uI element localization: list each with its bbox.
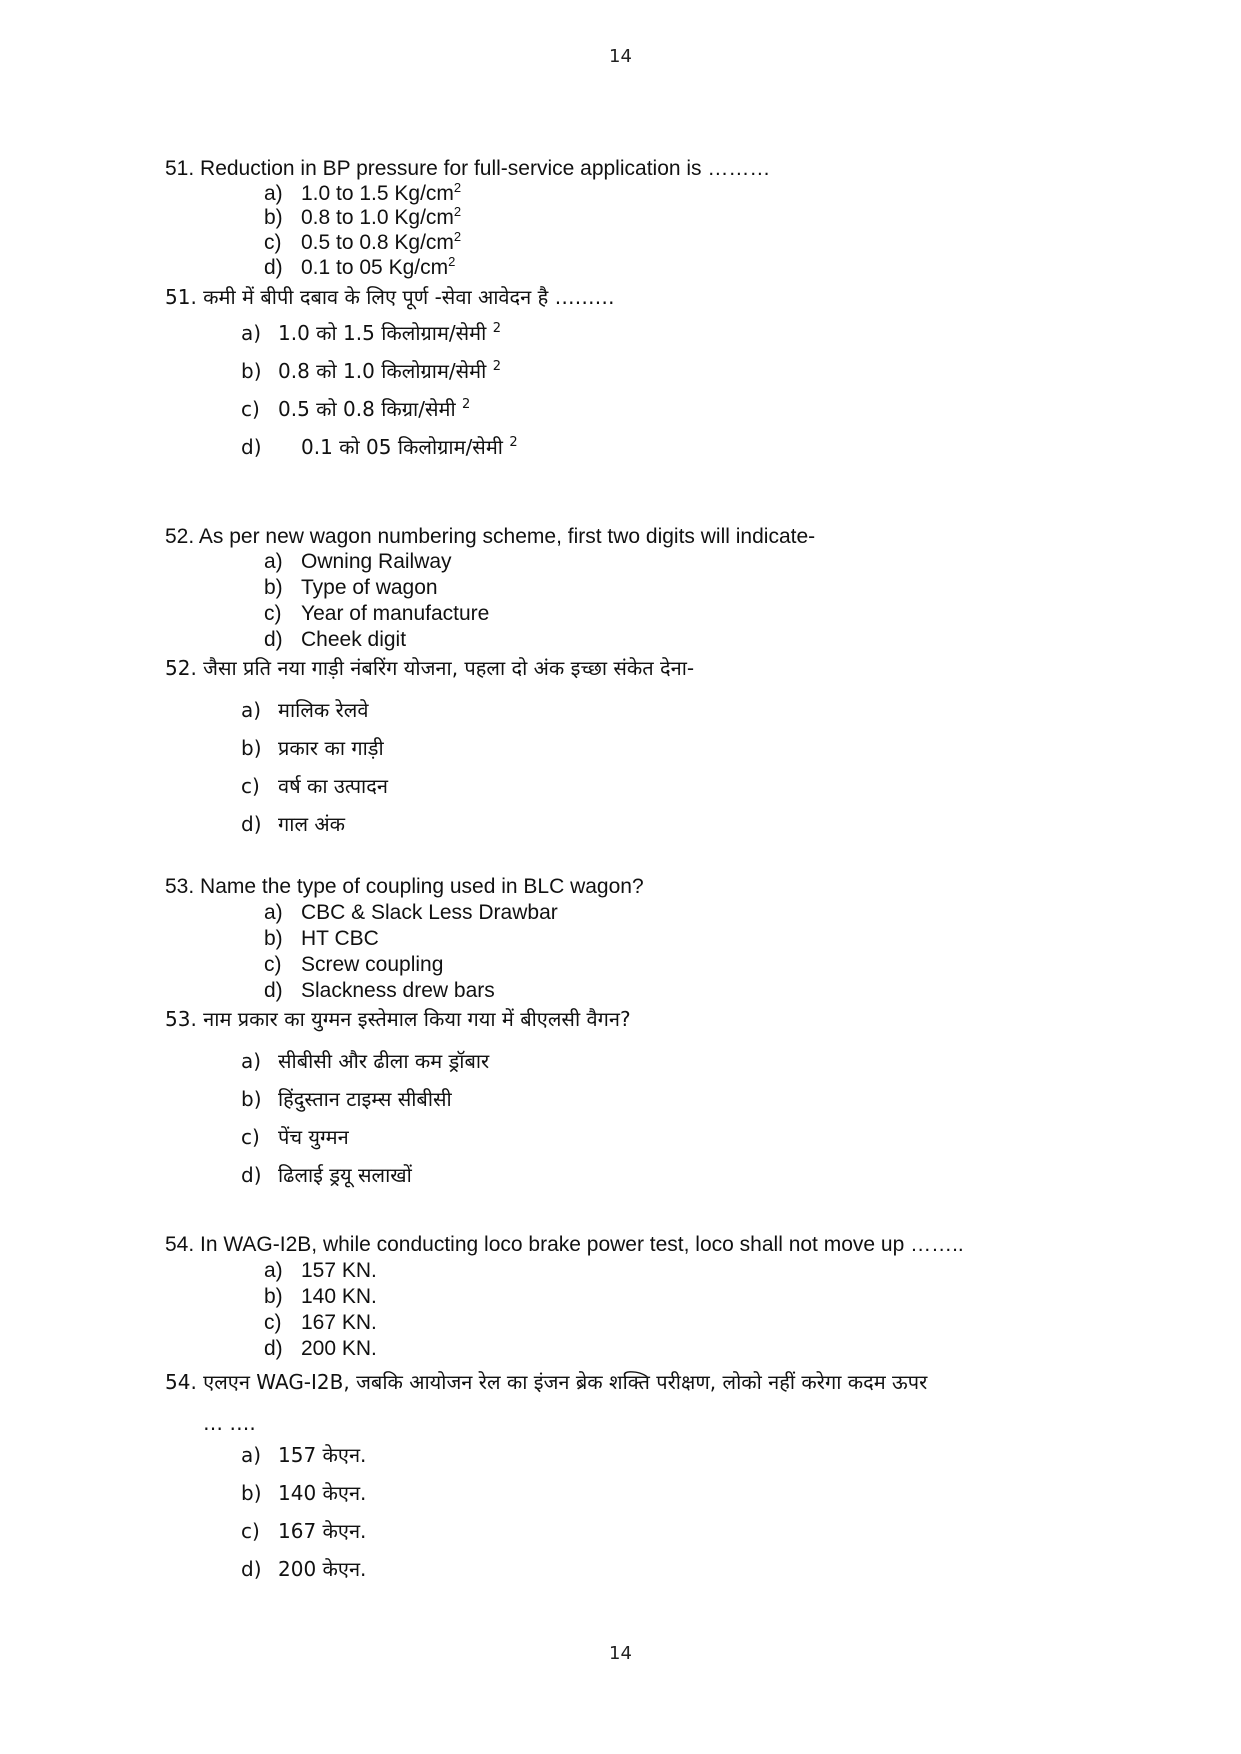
- option-text: प्रकार का गाड़ी: [278, 736, 384, 760]
- option-53-hi-a: [241, 1048, 489, 1074]
- option-52-en-b: [264, 575, 438, 601]
- option-label: d): [241, 435, 262, 459]
- option-text: 1.0 to 1.5 Kg/cm: [301, 182, 454, 205]
- option-52-hi-c: [241, 773, 388, 799]
- option-53-hi-c: [241, 1124, 349, 1150]
- superscript: 2: [492, 359, 501, 374]
- question-52-en: 52. As per new wagon numbering scheme, first two digits will indicate-: [165, 525, 816, 548]
- option-text: 157 KN.: [301, 1259, 377, 1282]
- option-text: 0.8 to 1.0 Kg/cm: [301, 206, 454, 229]
- option-text: ढिलाई ड्रयू सलाखों: [278, 1163, 412, 1187]
- option-label: d): [264, 628, 283, 651]
- option-52-en-c: [264, 601, 489, 627]
- page-number-top: 14: [609, 46, 632, 67]
- option-51-en-c: [264, 230, 461, 256]
- option-54-hi-d: [241, 1556, 366, 1582]
- option-51-en-a: [264, 181, 461, 207]
- option-54-en-b: [264, 1284, 377, 1310]
- option-53-en-d: [264, 978, 495, 1004]
- option-label: a): [264, 901, 283, 924]
- option-text: मालिक रेलवे: [278, 698, 369, 722]
- option-text: हिंदुस्तान टाइम्स सीबीसी: [278, 1087, 452, 1111]
- option-label: d): [264, 256, 283, 279]
- option-text: CBC & Slack Less Drawbar: [301, 901, 558, 924]
- option-52-en-a: [264, 549, 452, 575]
- option-52-hi-b: [241, 735, 384, 761]
- option-label: d): [241, 1557, 262, 1581]
- superscript: 2: [492, 321, 501, 336]
- option-51-en-b: [264, 205, 461, 231]
- option-52-hi-a: [241, 697, 368, 723]
- option-text: 167 KN.: [301, 1311, 377, 1334]
- option-label: b): [264, 1285, 283, 1308]
- option-label: c): [241, 1125, 260, 1149]
- superscript: 2: [453, 229, 462, 244]
- option-text: 0.1 to 05 Kg/cm: [301, 256, 449, 279]
- option-label: a): [264, 550, 283, 573]
- option-label: c): [264, 1311, 282, 1334]
- question-54-hi: 54. एलएन WAG-I2B, जबकि आयोजन रेल का इंजन ब्रेक शक्ति परीक्षण, लोको नहीं करेगा कदम ऊपर: [165, 1370, 928, 1394]
- option-label: b): [264, 576, 283, 599]
- option-label: a): [264, 182, 283, 205]
- option-54-hi-c: [241, 1518, 366, 1544]
- option-label: b): [241, 736, 262, 760]
- option-51-hi-c: [241, 396, 470, 422]
- option-label: a): [241, 1049, 262, 1073]
- option-text: 140 KN.: [301, 1285, 377, 1308]
- option-label: c): [264, 231, 282, 254]
- option-51-hi-b: [241, 358, 501, 384]
- option-53-en-c: [264, 952, 443, 978]
- option-text: वर्ष का उत्पादन: [278, 774, 388, 798]
- option-text: Owning Railway: [301, 550, 452, 573]
- option-label: b): [264, 927, 283, 950]
- option-53-hi-b: [241, 1086, 452, 1112]
- question-53-hi: 53. नाम प्रकार का युग्मन इस्तेमाल किया गया में बीएलसी वैगन?: [165, 1007, 631, 1031]
- option-text: 0.8 को 1.0 किलोग्राम/सेमी: [278, 359, 493, 383]
- option-54-en-d: [264, 1336, 377, 1362]
- option-51-hi-a: [241, 320, 501, 346]
- option-51-hi-d: [241, 434, 518, 460]
- option-text: 1.0 को 1.5 किलोग्राम/सेमी: [278, 321, 493, 345]
- option-text: Year of manufacture: [301, 602, 490, 625]
- option-label: d): [264, 979, 283, 1002]
- page-number-bottom: 14: [609, 1643, 632, 1664]
- question-51-hi: 51. कमी में बीपी दबाव के लिए पूर्ण -सेवा आवेदन है ………: [165, 285, 615, 309]
- option-label: d): [264, 1337, 283, 1360]
- question-53-en: 53. Name the type of coupling used in BLC wagon?: [165, 875, 644, 898]
- question-54-hi-continuation: … ….: [203, 1411, 256, 1435]
- option-label: c): [264, 953, 282, 976]
- superscript: 2: [453, 204, 462, 219]
- option-text: 200 KN.: [301, 1337, 377, 1360]
- option-label: a): [264, 1259, 283, 1282]
- option-label: c): [264, 602, 282, 625]
- option-54-hi-b: [241, 1480, 366, 1506]
- option-label: d): [241, 812, 262, 836]
- option-label: a): [241, 1443, 262, 1467]
- option-52-en-d: [264, 627, 406, 653]
- superscript: 2: [453, 180, 462, 195]
- option-text: पेंच युग्मन: [278, 1125, 349, 1149]
- option-label: b): [241, 359, 262, 383]
- question-54-en: 54. In WAG-I2B, while conducting loco brake power test, loco shall not move up ……..: [165, 1233, 964, 1256]
- option-53-en-b: [264, 926, 379, 952]
- option-label: a): [241, 321, 262, 345]
- superscript: 2: [509, 435, 518, 450]
- option-53-hi-d: [241, 1162, 412, 1188]
- option-text: Type of wagon: [301, 576, 438, 599]
- option-text: गाल अंक: [278, 812, 345, 836]
- option-text: 167 केएन.: [278, 1519, 367, 1543]
- option-text: 140 केएन.: [278, 1481, 367, 1505]
- option-54-en-c: [264, 1310, 377, 1336]
- superscript: 2: [461, 397, 471, 412]
- question-52-hi: 52. जैसा प्रति नया गाड़ी नंबरिंग योजना, पहला दो अंक इच्छा संकेत देना-: [165, 656, 695, 680]
- option-label: c): [241, 397, 260, 421]
- question-51-en: 51. Reduction in BP pressure for full-service application is ………: [165, 157, 771, 180]
- option-text: 0.1 को 05 किलोग्राम/सेमी: [301, 435, 510, 459]
- option-text: 200 केएन.: [278, 1557, 367, 1581]
- option-51-en-d: [264, 255, 455, 281]
- option-label: b): [264, 206, 283, 229]
- option-text: 157 केएन.: [278, 1443, 367, 1467]
- option-text: 0.5 को 0.8 किग्रा/सेमी: [278, 397, 462, 421]
- option-text: Slackness drew bars: [301, 979, 495, 1002]
- option-text: 0.5 to 0.8 Kg/cm: [301, 231, 454, 254]
- option-label: a): [241, 698, 262, 722]
- option-text: Screw coupling: [301, 953, 444, 976]
- option-53-en-a: [264, 900, 558, 926]
- option-54-en-a: [264, 1258, 377, 1284]
- option-54-hi-a: [241, 1442, 366, 1468]
- option-text: HT CBC: [301, 927, 379, 950]
- option-label: d): [241, 1163, 262, 1187]
- option-label: b): [241, 1087, 262, 1111]
- option-52-hi-d: [241, 811, 345, 837]
- option-text: Cheek digit: [301, 628, 407, 651]
- option-text: सीबीसी और ढीला कम ड्रॉबार: [278, 1049, 490, 1073]
- superscript: 2: [448, 254, 456, 269]
- option-label: b): [241, 1481, 262, 1505]
- option-label: c): [241, 1519, 260, 1543]
- option-label: c): [241, 774, 260, 798]
